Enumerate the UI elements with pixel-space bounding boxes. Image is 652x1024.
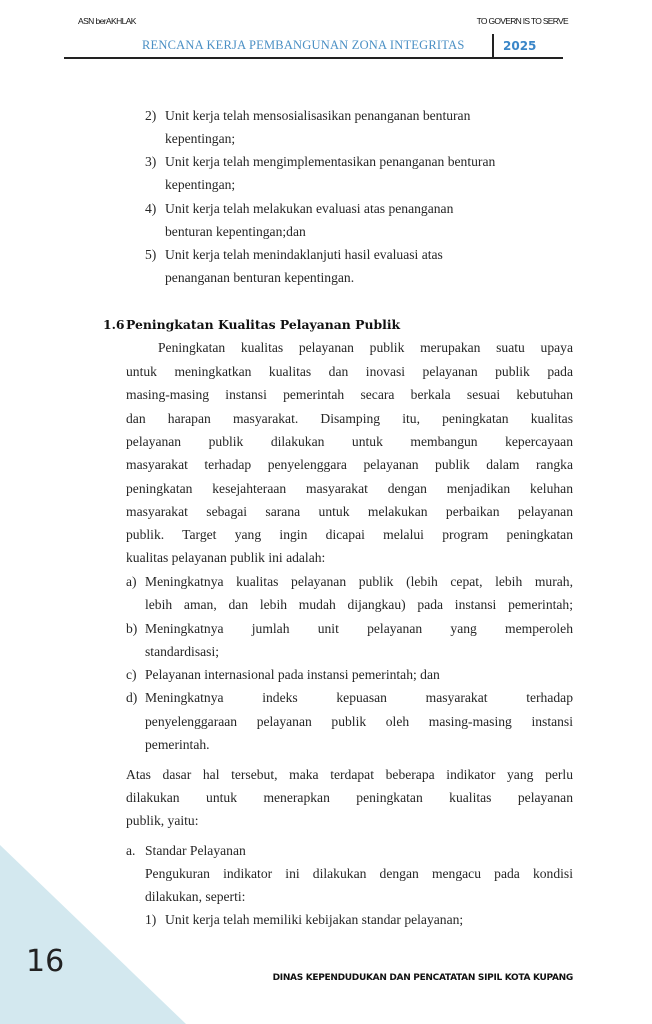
paragraph-line: pelayanan publik dilakukan untuk membangun kepercayaan	[126, 434, 573, 449]
list-item-text: penyelenggaraan pelayanan publik oleh masing-masing instansi	[145, 714, 573, 729]
list-item-text: Meningkatnya jumlah unit pelayanan yang memperoleh	[145, 621, 573, 636]
list-item-text: Unit kerja telah mengimplementasikan penanganan benturan	[165, 154, 496, 169]
document-title: RENCANA KERJA PEMBANGUNAN ZONA INTEGRITAS	[142, 38, 465, 52]
list-item-text: Unit kerja telah menindaklanjuti hasil evaluasi atas	[165, 247, 443, 262]
list-marker: 2)	[145, 108, 157, 123]
list-marker: b)	[126, 621, 138, 636]
paragraph-line: masing-masing instansi pemerintah secara berkala sesuai kebutuhan	[126, 387, 573, 402]
list-item-text: Unit kerja telah mensosialisasikan penanganan benturan	[165, 108, 471, 123]
footer-organization: DINAS KEPENDUDUKAN DAN PENCATATAN SIPIL KOTA KUPANG	[272, 973, 573, 983]
paragraph-line: dan harapan masyarakat. Disamping itu, peningkatan kualitas	[126, 411, 573, 426]
paragraph-line: untuk meningkatkan kualitas dan inovasi pelayanan publik pada	[126, 364, 573, 379]
page-number: 16	[26, 944, 65, 979]
header-rule	[64, 57, 563, 59]
list-item-text: Unit kerja telah memiliki kebijakan standar pelayanan;	[165, 912, 464, 927]
paragraph-line: kualitas pelayanan publik ini adalah:	[126, 550, 326, 565]
list-item-text: Pelayanan internasional pada instansi pemerintah; dan	[145, 667, 440, 682]
list-item-text: Unit kerja telah melakukan evaluasi atas penanganan	[165, 201, 454, 216]
indicator-description: dilakukan, seperti:	[145, 889, 246, 904]
paragraph-line: publik, yaitu:	[126, 813, 199, 828]
list-item-text: Meningkatnya indeks kepuasan masyarakat terhadap	[145, 690, 573, 705]
paragraph-line: peningkatan kesejahteraan masyarakat dengan menjadikan keluhan	[126, 481, 573, 496]
list-marker: d)	[126, 690, 138, 705]
document-year: 2025	[503, 39, 537, 53]
list-marker: c)	[126, 667, 137, 682]
paragraph-line: Peningkatan kualitas pelayanan publik merupakan suatu upaya	[158, 340, 573, 355]
list-marker: 3)	[145, 154, 157, 169]
indicator-marker: a.	[126, 843, 136, 858]
list-marker: a)	[126, 574, 137, 589]
list-item-text: lebih aman, dan lebih mudah dijangkau) pada instansi pemerintah;	[145, 597, 573, 612]
indicator-description: Pengukuran indikator ini dilakukan dengan mengacu pada kondisi	[145, 866, 573, 881]
header-tagline-right: TO GOVERN IS TO SERVE	[476, 16, 568, 26]
list-marker: 4)	[145, 201, 157, 216]
list-item-text: benturan kepentingan;dan	[165, 224, 306, 239]
list-marker: 1)	[145, 912, 157, 927]
paragraph-line: masyarakat sebagai sarana untuk melakukan perbaikan pelayanan	[126, 504, 573, 519]
indicator-title: Standar Pelayanan	[145, 843, 246, 858]
list-item-text: pemerintah.	[145, 737, 210, 752]
paragraph-line: dilakukan untuk menerapkan peningkatan kualitas pelayanan	[126, 790, 573, 805]
paragraph-line: publik. Target yang ingin dicapai melalui program peningkatan	[126, 527, 573, 542]
list-item-text: Meningkatnya kualitas pelayanan publik (lebih cepat, lebih murah,	[145, 574, 573, 589]
list-item-text: kepentingan;	[165, 131, 236, 146]
header-tagline-left: ASN berAKHLAK	[78, 16, 136, 26]
list-marker: 5)	[145, 247, 157, 262]
paragraph-line: Atas dasar hal tersebut, maka terdapat beberapa indikator yang perlu	[126, 767, 573, 782]
list-item-text: kepentingan;	[165, 177, 236, 192]
list-item-text: standardisasi;	[145, 644, 219, 659]
list-item-text: penanganan benturan kepentingan.	[165, 270, 355, 285]
section-number: 1.6	[103, 317, 125, 332]
section-title: Peningkatan Kualitas Pelayanan Publik	[126, 317, 401, 332]
paragraph-line: masyarakat terhadap penyelenggara pelayanan publik dalam rangka	[126, 457, 573, 472]
header-divider	[492, 34, 494, 58]
